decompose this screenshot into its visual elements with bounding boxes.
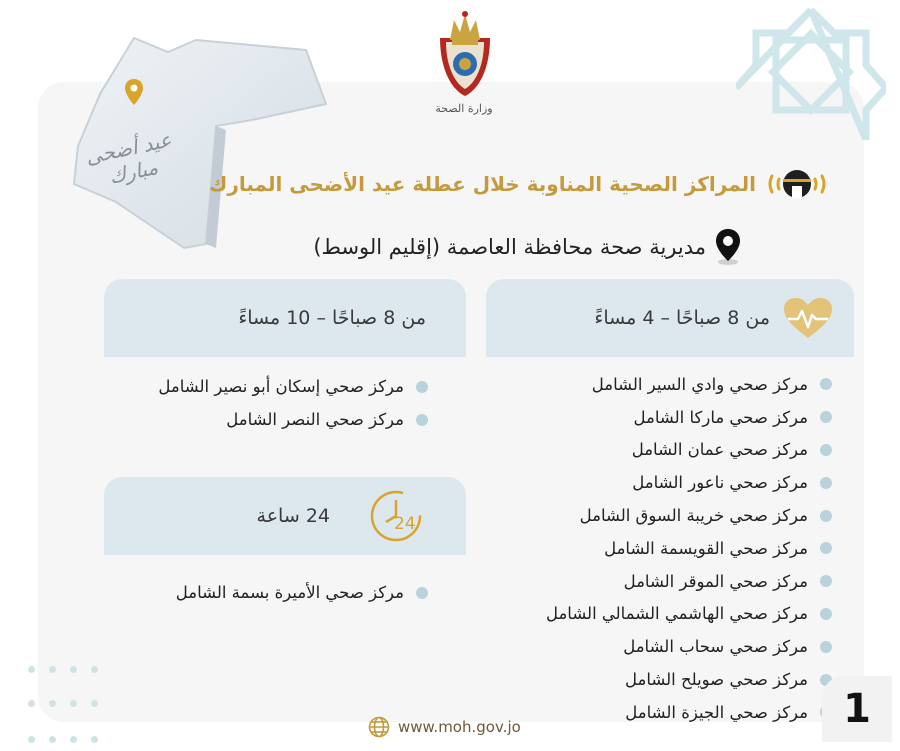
left-bottom-centers-list — [176, 576, 428, 609]
center-name: مركز صحي الموقر الشامل — [623, 571, 808, 591]
left-top-box-hours: من 8 صباحًا – 10 مساءً — [238, 307, 426, 329]
page-number: 1 — [822, 676, 892, 742]
center-name: مركز صحي الجيزة الشامل — [625, 702, 808, 722]
list-item — [546, 663, 832, 696]
center-name: مركز صحي عمان الشامل — [631, 440, 808, 460]
right-box-hours: من 8 صباحًا – 4 مساءً — [594, 307, 770, 329]
directorate-row — [313, 228, 742, 266]
left-top-box-header — [104, 279, 466, 357]
right-centers-list — [546, 368, 832, 729]
bullet — [820, 542, 832, 554]
list-item — [158, 370, 428, 403]
bullet — [820, 641, 832, 653]
dots-decoration — [28, 692, 112, 711]
list-item — [546, 532, 832, 565]
jordan-coat-of-arms-logo — [432, 10, 498, 100]
center-name: مركز صحي النصر الشامل — [226, 410, 404, 429]
center-name: مركز صحي ماركا الشامل — [633, 407, 808, 427]
bullet — [820, 378, 832, 390]
center-name: مركز صحي صويلح الشامل — [625, 670, 808, 690]
right-box-header — [486, 279, 854, 357]
list-item — [546, 434, 832, 467]
list-item — [546, 696, 832, 729]
center-name: مركز صحي الأميرة بسمة الشامل — [175, 583, 404, 602]
ministry-name: وزارة الصحة — [435, 102, 493, 115]
eid-greeting-calligraphy: عيد أضحى مبارك — [83, 127, 174, 189]
bullet — [820, 477, 832, 489]
clock-24-label: 24 — [394, 514, 416, 534]
bullet — [820, 444, 832, 456]
list-item — [546, 368, 832, 401]
location-pin-icon — [124, 78, 144, 106]
dots-decoration — [28, 658, 112, 677]
bullet — [416, 587, 428, 599]
kaaba-announcement-icon — [766, 166, 828, 202]
location-pin-icon — [714, 228, 742, 266]
website-row — [368, 716, 521, 738]
list-item — [546, 630, 832, 663]
bullet — [820, 411, 832, 423]
dots-decoration — [28, 728, 112, 747]
headline-title: المراكز الصحية المناوبة خلال عطلة عيد الأضحى المبارك — [209, 172, 756, 196]
list-item — [546, 401, 832, 434]
center-name: مركز صحي خريبة السوق الشامل — [579, 506, 808, 526]
center-name: مركز صحي القويسمة الشامل — [604, 538, 808, 558]
list-item — [546, 466, 832, 499]
left-bottom-box-hours: 24 ساعة — [256, 505, 330, 527]
center-name: مركز صحي سحاب الشامل — [623, 637, 808, 657]
center-name: مركز صحي إسكان أبو نصير الشامل — [158, 377, 404, 396]
geometric-pattern-decoration — [736, 0, 886, 140]
list-item — [158, 403, 428, 436]
left-bottom-box-header — [104, 477, 466, 555]
website-link[interactable]: www.moh.gov.jo — [398, 718, 521, 736]
list-item — [546, 499, 832, 532]
list-item — [546, 565, 832, 598]
bullet — [416, 381, 428, 393]
list-item — [546, 598, 832, 631]
bullet — [820, 608, 832, 620]
list-item — [176, 576, 428, 609]
clock-24-icon — [368, 488, 424, 544]
directorate-title: مديرية صحة محافظة العاصمة (إقليم الوسط) — [313, 235, 706, 259]
center-name: مركز صحي وادي السير الشامل — [591, 374, 808, 394]
center-name: مركز صحي الهاشمي الشمالي الشامل — [545, 604, 808, 624]
heart-pulse-icon — [782, 296, 834, 340]
headline-row — [209, 166, 828, 202]
center-name: مركز صحي ناعور الشامل — [632, 473, 808, 493]
bullet — [416, 414, 428, 426]
bullet — [820, 510, 832, 522]
bullet — [820, 575, 832, 587]
globe-icon — [368, 716, 390, 738]
left-top-centers-list — [158, 370, 428, 436]
